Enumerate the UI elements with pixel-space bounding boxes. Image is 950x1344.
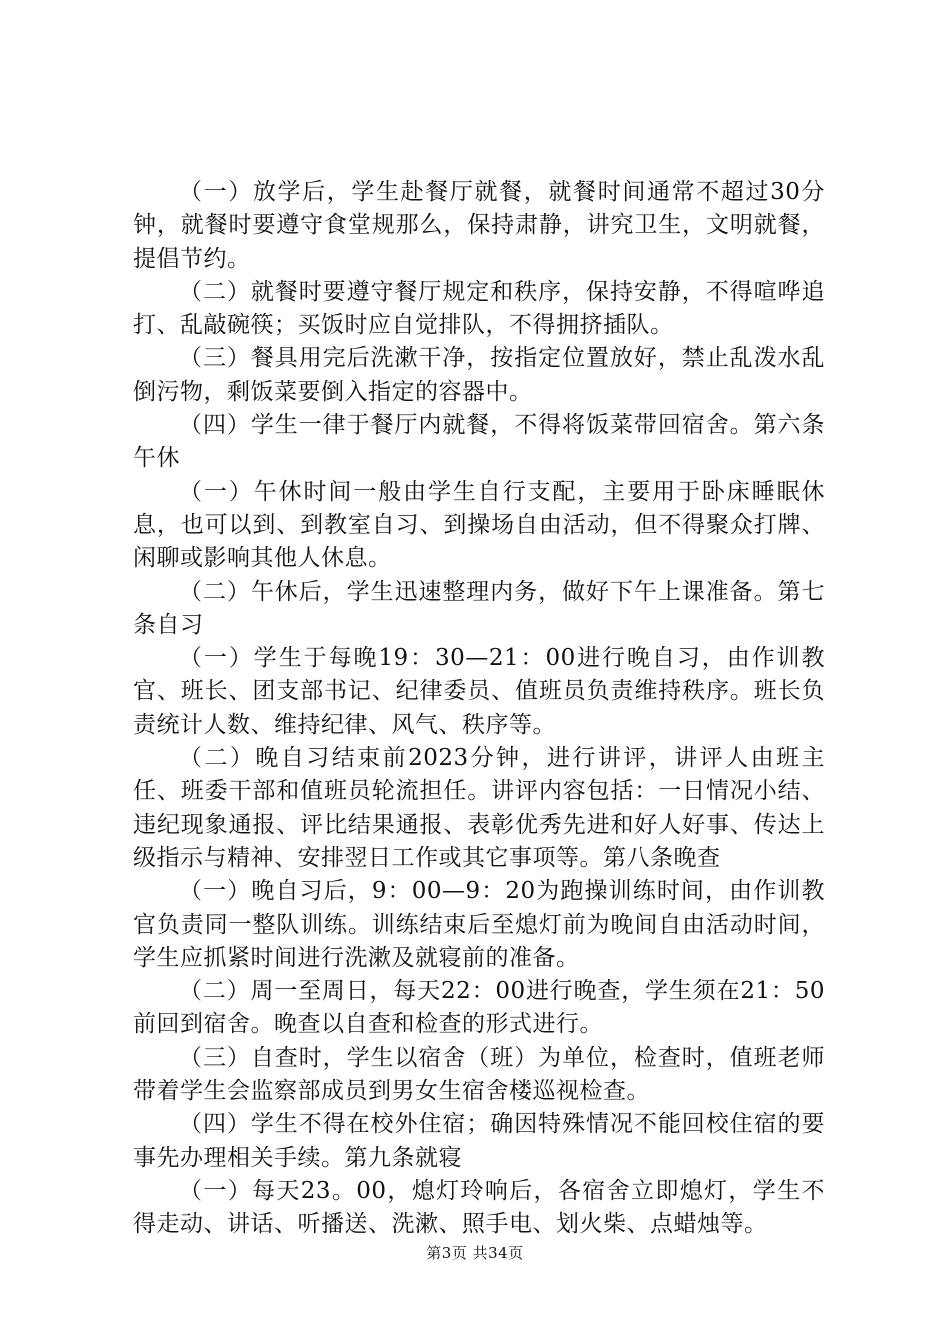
paragraph: （三）餐具用完后洗漱干净，按指定位置放好，禁止乱泼水乱倒污物，剩饭菜要倒入指定的容器中。 bbox=[133, 345, 825, 405]
paragraph: （四）学生一律于餐厅内就餐，不得将饭菜带回宿舍。第六条午休 bbox=[133, 412, 825, 472]
paragraph: （一）每天23。00，熄灯玲响后，各宿舍立即熄灯，学生不得走动、讲话、听播送、洗漱、照手电、划火柴、点蜡烛等。 bbox=[133, 1177, 825, 1238]
document-body bbox=[133, 176, 825, 1242]
paragraph: （二）午休后，学生迅速整理内务，做好下午上课准备。第七条自习 bbox=[133, 578, 825, 638]
paragraph: （二）周一至周日，每天22：00进行晚查，学生须在21：50前回到宿舍。晚查以自查和检查的形式进行。 bbox=[133, 978, 825, 1038]
paragraph: （二）晚自习结束前2023分钟，进行讲评，讲评人由班主任、班委干部和值班员轮流担任。讲评内容包括：一日情况小结、违纪现象通报、评比结果通报、表彰优秀先进和好人好事、传达上级指示与精神、安排翌日工作或其它事项等。第八条晚查 bbox=[133, 745, 825, 871]
paragraph: （四）学生不得在校外住宿；确因特殊情况不能回校住宿的要事先办理相关手续。第九条就寝 bbox=[133, 1111, 825, 1171]
paragraph: （一）午休时间一般由学生自行支配，主要用于卧床睡眠休息，也可以到、到教室自习、到操场自由活动，但不得聚众打牌、闲聊或影响其他人休息。 bbox=[133, 478, 825, 572]
paragraph: （一）学生于每晚19：30—21：00进行晚自习，由作训教官、班长、团支部书记、纪律委员、值班员负责维持秩序。班长负责统计人数、维持纪律、风气、秩序等。 bbox=[133, 645, 825, 738]
paragraph: （一）晚自习后，9：00—9：20为跑操训练时间，由作训教官负责同一整队训练。训练结束后至熄灯前为晚间自由活动时间，学生应抓紧时间进行洗漱及就寝前的准备。 bbox=[133, 878, 825, 971]
paragraph: （三）自查时，学生以宿舍（班）为单位，检查时，值班老师带着学生会监察部成员到男女生宿舍楼巡视检查。 bbox=[133, 1044, 825, 1105]
paragraph: （二）就餐时要遵守餐厅规定和秩序，保持安静，不得喧哗追打、乱敲碗筷；买饭时应自觉排队，不得拥挤插队。 bbox=[133, 278, 825, 339]
paragraph: （一）放学后，学生赴餐厅就餐，就餐时间通常不超过30分钟，就餐时要遵守食堂规那么，保持肃静，讲究卫生，文明就餐，提倡节约。 bbox=[133, 179, 825, 272]
page-number-footer: 第3页 共34页 bbox=[426, 1244, 524, 1262]
